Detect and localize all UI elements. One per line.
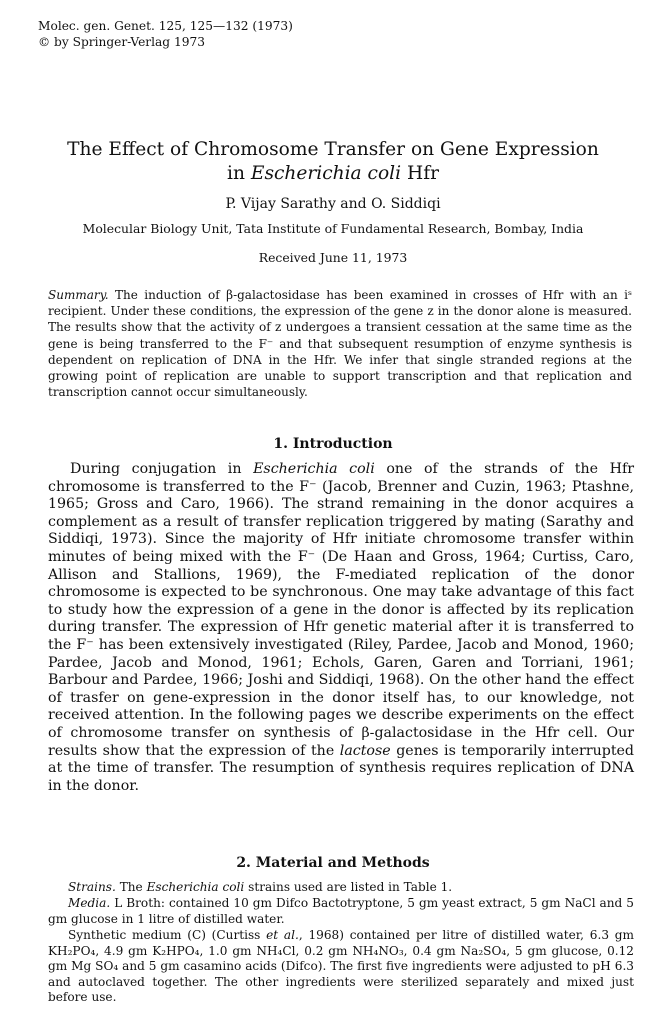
intro-organism: Escherichia coli bbox=[253, 461, 375, 477]
title-prefix: in bbox=[227, 163, 251, 184]
synthetic-medium-paragraph bbox=[48, 928, 634, 1006]
title-organism: Escherichia coli bbox=[250, 163, 402, 184]
synth-text-2: , 1968) contained per litre of distilled water, 6.3 gm KH₂PO₄, 4.9 gm K₂HPO₄, 1.0 gm NH₄Cl, 0.2 gm NH₄NO₃, 0.4 gm Na₂SO₄, 5 gm glucose, 0.12 gm Mg SO₄ and 5 gm casamino acids (Difco). The first five ingredients were adjusted to pH 6.3 and autoclaved together. The other ingredients were sterilized separately and mixed just before use. bbox=[48, 928, 634, 1005]
synth-text-1: Synthetic medium (C) (Curtiss bbox=[68, 928, 261, 942]
strains-text-2: strains used are listed in Table 1. bbox=[248, 880, 453, 894]
media-text: L Broth: contained 10 gm Difco Bactotryptone, 5 gm yeast extract, 5 gm NaCl and 5 gm glucose in 1 litre of distilled water. bbox=[48, 896, 634, 926]
methods-heading: 2. Material and Methods bbox=[236, 855, 430, 871]
title-line-2 bbox=[30, 162, 636, 186]
title-suffix: Hfr bbox=[401, 163, 439, 184]
synth-etal: et al. bbox=[266, 928, 299, 942]
title-line-1: The Effect of Chromosome Transfer on Gene Expression bbox=[67, 139, 599, 160]
strains-text-1: The bbox=[119, 880, 143, 894]
summary-text: The induction of β-galactosidase has been examined in crosses of Hfr with an iˢ recipient. Under these conditions, the expression of the gene z in the donor alone is measured. The results show that the activity of z undergoes a transient cessation at the same time as the gene is being transferred to the F⁻ and that subsequent resumption of enzyme synthesis is dependent on replication of DNA in the Hfr. We infer that single stranded regions at the growing point of replication are unable to support transcription and that replication and transcription cannot occur simultaneously. bbox=[48, 288, 632, 400]
copyright-notice: © by Springer-Verlag 1973 bbox=[38, 35, 205, 49]
intro-lactose: lactose bbox=[339, 742, 391, 759]
introduction-heading: 1. Introduction bbox=[273, 436, 393, 452]
received-date: Received June 11, 1973 bbox=[258, 250, 408, 265]
media-paragraph bbox=[48, 896, 634, 927]
intro-text-3: genes is temporarily interrupted at the time of transfer. The resumption of synthesis requires replication of DNA in the donor. bbox=[48, 742, 634, 794]
media-label: Media. bbox=[68, 896, 111, 910]
summary-paragraph bbox=[48, 287, 632, 400]
journal-citation: Molec. gen. Genet. 125, 125—132 (1973) bbox=[38, 19, 293, 33]
article-title bbox=[30, 138, 636, 186]
strains-paragraph bbox=[48, 880, 634, 896]
intro-text-2: one of the strands of the Hfr chromosome is transferred to the F⁻ (Jacob, Brenner and Cuzin, 1963; Ptashne, 1965; Gross and Caro, 1966). The strand remaining in the donor acquires a complement as a result of transfer replication triggered by mating (Sarathy and Siddiqi, 1973). Since the majority of Hfr initiate chromosome transfer within minutes of being mixed with the F⁻ (De Haan and Gross, 1964; Curtiss, Caro, Allison and Stallions, 1969), the F-mediated replication of the donor chromosome is expected to be synchronous. One may take advantage of this fact to study how the expression of a gene in the donor is affected by its replication during transfer. The expression of Hfr genetic material after it is transferred to the F⁻ has been extensively investigated (Riley, Pardee, Jacob and Monod, 1960; Pardee, Jacob and Monod, 1961; Echols, Garen, Garen and Torriani, 1961; Barbour and Pardee, 1966; Joshi and Siddiqi, 1968). On the other hand the effect of trasfer on gene-expression in the donor itself has, to our knowledge, not received attention. In the following pages we describe experiments on the effect of chromosome transfer on synthesis of β-galactosidase in the Hfr cell. Our results show that the expression of the bbox=[48, 461, 634, 759]
affiliation: Molecular Biology Unit, Tata Institute of Fundamental Research, Bombay, India bbox=[82, 221, 584, 236]
intro-text-1: During conjugation in bbox=[70, 461, 242, 477]
introduction-paragraph bbox=[48, 461, 634, 795]
journal-header bbox=[38, 18, 293, 50]
strains-label: Strains. bbox=[68, 880, 116, 894]
author-line: P. Vijay Sarathy and O. Siddiqi bbox=[225, 196, 441, 212]
strains-organism: Escherichia coli bbox=[146, 880, 245, 894]
summary-label: Summary. bbox=[48, 288, 109, 302]
